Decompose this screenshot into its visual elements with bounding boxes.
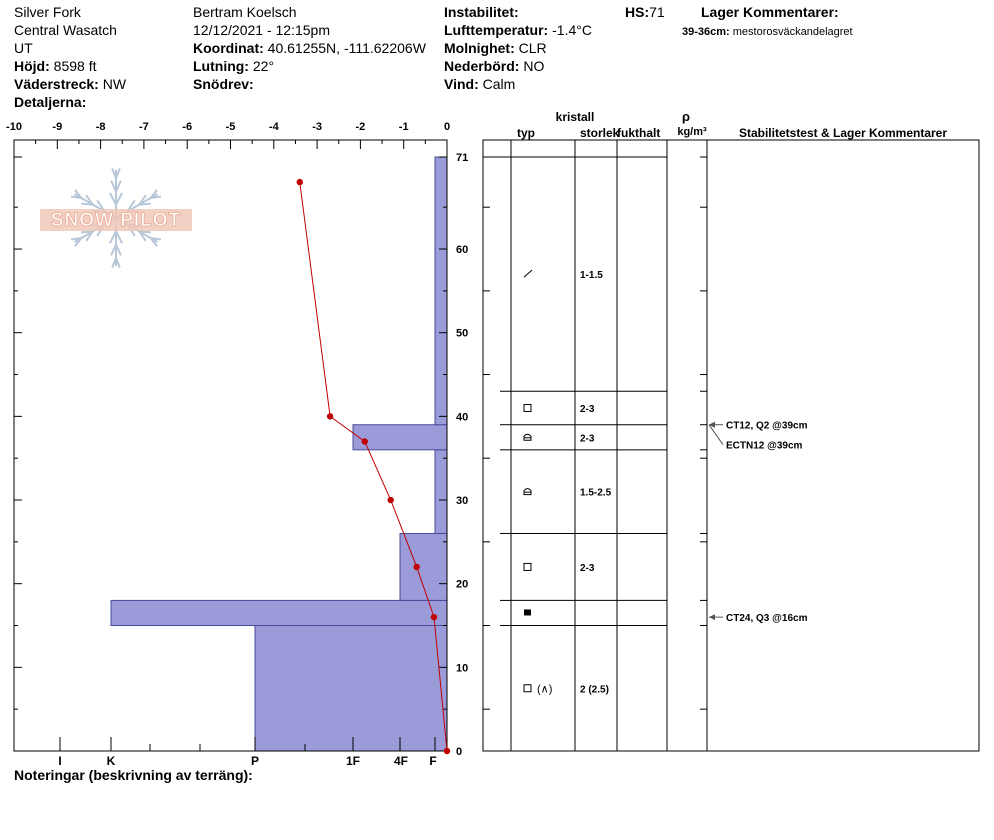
crystal-precipitation-icon xyxy=(524,270,532,277)
sky-label: Molnighet: xyxy=(444,40,515,56)
crystal-shape xyxy=(524,685,531,692)
top-tick-label: -3 xyxy=(312,121,322,133)
wind-value: Calm xyxy=(482,76,516,92)
temperature-point xyxy=(413,564,419,570)
grain-size-label: 1-1.5 xyxy=(580,270,603,282)
snowpilot-logo xyxy=(40,168,192,267)
precip-label: Nederbörd: xyxy=(444,58,520,74)
bottom-tick-label: 1F xyxy=(345,754,361,768)
y-tick-label: 71 xyxy=(456,152,469,164)
logo-text: SNOW PILOT xyxy=(50,210,182,231)
details-label: Detaljerna: xyxy=(14,94,87,110)
y-tick-label: 20 xyxy=(456,578,469,591)
type-header: typ xyxy=(517,126,535,140)
crystal-secondary-label: (∧) xyxy=(537,683,553,696)
range: Central Wasatch xyxy=(14,22,117,38)
stability-test-label: CT12, Q2 @39cm xyxy=(726,420,808,432)
aspect-value: NW xyxy=(102,76,127,92)
y-tick-label: 30 xyxy=(456,495,469,508)
density-header: kg/m³ xyxy=(677,126,707,138)
hs-label: HS: xyxy=(625,4,650,20)
elevation-label: Höjd: xyxy=(14,58,50,74)
bottom-tick-label: K xyxy=(106,754,116,768)
notes-label: Noteringar (beskrivning av terräng): xyxy=(14,767,253,783)
y-tick-label: 60 xyxy=(456,244,469,257)
grain-size-label: 2-3 xyxy=(580,433,595,445)
top-tick-label: -8 xyxy=(95,121,106,133)
top-tick-label: 0 xyxy=(443,121,451,133)
bottom-tick-label: 4F xyxy=(393,754,409,768)
crystal-facet-icon xyxy=(524,404,531,411)
top-tick-label: -7 xyxy=(139,121,149,133)
layer-comments-label: Lager Kommentarer: xyxy=(701,4,839,20)
location: Silver Fork xyxy=(14,4,81,20)
temperature-point xyxy=(444,748,450,754)
crystal-rounded-facet-icon xyxy=(524,434,531,440)
hardness-bar xyxy=(400,533,447,600)
precip-value: NO xyxy=(523,58,545,74)
y-tick-label: 50 xyxy=(456,327,469,340)
top-tick-label: -4 xyxy=(268,121,279,133)
bottom-tick-label: F xyxy=(429,754,437,768)
top-tick-label: -10 xyxy=(6,121,22,133)
snowflake-branch xyxy=(81,231,93,232)
hardness-bar xyxy=(435,450,447,534)
elevation-value: 8598 ft xyxy=(53,58,97,74)
sky-value: CLR xyxy=(518,40,547,56)
snowflake-branch xyxy=(139,204,151,205)
top-tick-label: -5 xyxy=(225,121,236,133)
hardness-bar xyxy=(111,600,447,625)
layer-comment-text: mestorosväckandelagret xyxy=(732,26,853,38)
temperature-point xyxy=(297,179,303,185)
slope-label: Lutning: xyxy=(193,58,249,74)
y-tick-label: 40 xyxy=(456,411,469,424)
drift-label: Snödrev: xyxy=(193,76,254,92)
top-tick-label: -9 xyxy=(52,121,63,133)
temperature-point xyxy=(431,614,437,620)
rho-header: ρ xyxy=(681,109,691,124)
top-tick-label: -6 xyxy=(182,121,193,133)
state: UT xyxy=(14,40,33,56)
hs-value: 71 xyxy=(649,4,665,20)
crystal-header: kristall xyxy=(555,110,595,124)
bottom-tick-label: I xyxy=(58,754,62,768)
grain-size-label: 1.5-2.5 xyxy=(580,487,612,499)
instability-label: Instabilitet: xyxy=(444,4,519,20)
temperature-point xyxy=(388,497,394,503)
moisture-header: fukthalt xyxy=(617,126,661,140)
stability-test-label: ECTN12 @39cm xyxy=(726,440,803,452)
airtemp-value: -1.4°C xyxy=(552,22,592,38)
stability-header: Stabilitetstest & Lager Kommentarer xyxy=(738,126,948,140)
hardness-bar xyxy=(255,626,447,751)
y-tick-label: 0 xyxy=(456,746,463,758)
crystal-rounded-facet-icon xyxy=(524,489,531,495)
layer-table xyxy=(483,140,979,751)
stability-arrow-line xyxy=(709,425,723,445)
slope-value: 22° xyxy=(252,58,275,74)
crystal-facet-icon xyxy=(524,563,531,570)
airtemp-label: Lufttemperatur: xyxy=(444,22,549,38)
datetime: 12/12/2021 - 12:15pm xyxy=(193,22,330,38)
grain-size-label: 2-3 xyxy=(580,403,595,415)
temperature-point xyxy=(327,413,333,419)
layer-comment-depth: 39-36cm: xyxy=(682,26,730,38)
crystal-solid-facet-icon xyxy=(524,609,531,615)
top-tick-label: -1 xyxy=(398,121,409,133)
observer: Bertram Koelsch xyxy=(193,4,297,20)
grain-size-label: 2 (2.5) xyxy=(580,684,609,696)
hardness-layers xyxy=(111,157,447,751)
coord-label: Koordinat: xyxy=(193,40,264,56)
temperature-point xyxy=(362,438,368,444)
wind-label: Vind: xyxy=(444,76,479,92)
coord-value: 40.61255N, -111.62206W xyxy=(267,40,426,56)
grain-size-label: 2-3 xyxy=(580,562,595,574)
top-tick-label: -2 xyxy=(355,121,366,133)
y-tick-label: 10 xyxy=(456,662,469,675)
stability-arrow-head xyxy=(709,614,715,620)
size-header: storlek xyxy=(580,126,620,140)
aspect-label: Väderstreck: xyxy=(14,76,99,92)
crystal-facet-depth-hoar-icon xyxy=(524,683,552,695)
bottom-tick-label: P xyxy=(250,754,260,768)
stability-test-label: CT24, Q3 @16cm xyxy=(726,613,808,625)
